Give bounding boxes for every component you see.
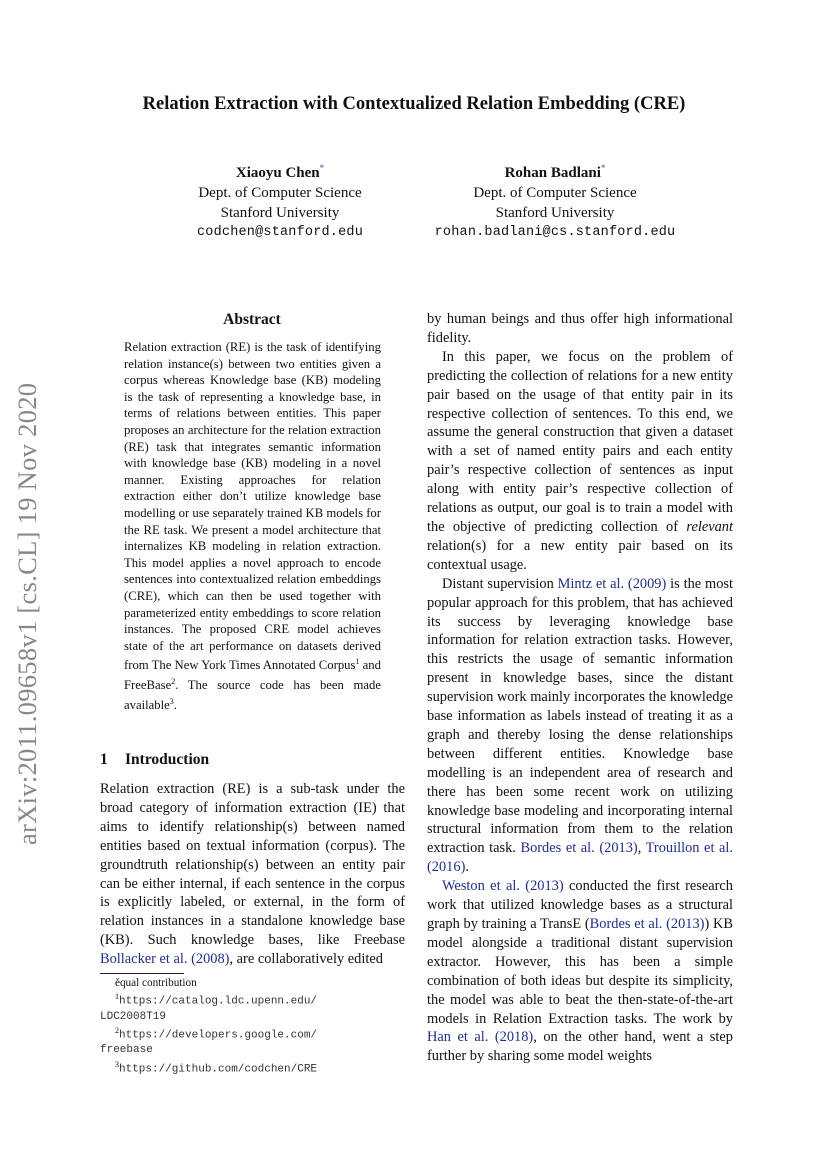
citation-link[interactable]: Bordes et al. (2013) [589, 916, 705, 932]
footnote-mark: 2 [115, 1025, 119, 1035]
footnote-1 [100, 990, 400, 1009]
citation-link[interactable]: Bollacker et al. (2008) [100, 951, 230, 968]
paragraph-text: , on the other hand, went a step further by sharing some model weights [427, 1029, 733, 1065]
footnote-url[interactable]: https://github.com/codchen/CRE [119, 1063, 318, 1076]
paragraph-text: Relation extraction (RE) is a sub-task under the broad category of information extraction (IE) that aims to identify relationship(s) between named entities based on textual information (corpus). The groundtruth relationship(s) between an entity pair can be either internal, if each sentence in the corpus is explicitly labeled, or external, in the form of relation instances in a standalone knowledge base (KB). Such knowledge bases, like Freebase [100, 781, 405, 949]
footnote-url[interactable]: https://developers.google.com/ [119, 1029, 318, 1042]
citation-link[interactable]: Weston et al. (2013) [442, 878, 564, 895]
paragraph-text: is the most popular approach for this problem, that has achieved its success by leveraging knowledge base information for relation extraction tasks. However, this restricts the usage of semantic information present in knowledge bases, since the distant supervision work mainly incorporates the knowledge base information as labels instead of treating it as a graph and thereby losing the dense relationships between different entities. Knowledge base modelling is an independent area of research and there has been some recent work on utilizing knowledge base modeling and incorporating internal structural information from them to the relation extraction task. [427, 575, 733, 857]
abstract-text: Relation extraction (RE) is the task of identifying relation instance(s) between two entities given a corpus whereas Knowledge base (KB) modeling is the task of representing a knowledge base, in terms of relations between entities. This paper proposes an architecture for the relation extraction (RE) task that integrates semantic information with knowledge base (KB) modeling in a novel manner. Existing approaches for relation extraction either don’t utilize knowledge base modelling or use separately trained KB models for the RE task. We present a model architecture that internalizes KB modeling in relation extraction. This model applies a novel approach to encode sentences into contextualized relation embeddings (CRE), which can then be used together with parameterized entity embeddings to score relation instances. The proposed CRE model achieves state of the art performance on datasets derived from The New York Times Annotated Corpus [124, 340, 381, 673]
emphasis: relevant [686, 518, 733, 535]
footnote-ref[interactable]: 3 [169, 696, 174, 706]
equal-contribution-mark: * [319, 163, 325, 173]
author-name: Rohan Badlani [504, 165, 601, 181]
footnote-url-cont[interactable]: freebase [100, 1044, 153, 1057]
paragraph-text: conducted the first research work that utilized knowledge bases as a structural graph by training a TransE ( [427, 878, 733, 932]
author-block-1 [130, 158, 430, 243]
equal-contribution-mark: * [600, 163, 606, 173]
footnotes [100, 976, 400, 1077]
footnote-3 [100, 1058, 400, 1077]
abstract-text: and FreeBase [124, 658, 381, 693]
paragraph [100, 780, 405, 969]
author-dept: Dept. of Computer Science [198, 185, 362, 201]
author-email[interactable]: rohan.badlani@cs.stanford.edu [434, 225, 676, 240]
footnote-mark: 3 [115, 1059, 119, 1069]
author-university: Stanford University [495, 205, 615, 221]
footnote-url-cont[interactable]: LDC2008T19 [100, 1010, 167, 1023]
author-dept: Dept. of Computer Science [473, 185, 637, 201]
footnote-ref[interactable]: 1 [355, 657, 360, 667]
paragraph-text: . [465, 859, 469, 876]
paragraph-text: , are collaboratively edited [229, 951, 383, 968]
paragraph: by human beings and thus offer high informational fidelity. [427, 311, 733, 346]
section-heading [100, 751, 209, 769]
paragraph [427, 348, 733, 575]
intro-left-column [100, 780, 405, 969]
right-column [427, 310, 733, 1066]
paragraph-text: , [637, 840, 646, 857]
abstract-body [124, 339, 381, 714]
footnote-divider [100, 973, 184, 974]
footnote-equal-contribution: ěqual contribution [115, 977, 197, 989]
citation-link[interactable]: Bordes et al. (2013) [520, 840, 638, 857]
footnote-mark: 1 [115, 992, 119, 1002]
author-university: Stanford University [220, 205, 340, 221]
section-number: 1 [100, 751, 108, 768]
abstract-text: . [173, 698, 177, 713]
paragraph-text: Distant supervision [442, 575, 558, 592]
citation-link[interactable]: Han et al. (2018) [427, 1029, 534, 1046]
paragraph-text: relation(s) for a new entity pair based on its contextual usage. [427, 537, 733, 573]
author-email[interactable]: codchen@stanford.edu [196, 225, 364, 240]
citation-link[interactable]: Trouillon et al. (2016) [427, 840, 733, 876]
footnote-url[interactable]: https://catalog.ldc.upenn.edu/ [119, 996, 318, 1009]
paragraph [427, 575, 733, 878]
paragraph-text: ) KB model alongside a traditional distant supervision extractor. However, this has been a simple combination of both ideas but despite its simplicity, the model was able to beat the then-state-of-the-art models in Relation Extraction tasks. The work by [427, 916, 733, 1027]
footnote-2 [100, 1024, 400, 1043]
abstract-text: . The source code has been made available [124, 678, 381, 713]
paragraph [427, 877, 733, 1066]
footnote-ref[interactable]: 2 [171, 677, 176, 687]
abstract-heading: Abstract [223, 311, 281, 328]
paper-title: Relation Extraction with Contextualized Relation Embedding (CRE) [142, 94, 686, 114]
paragraph-text: In this paper, we focus on the problem of predicting the collection of relations for a new entity pair based on the usage of that entity pair in its respective collection of sentences. To this end, we assume the general construction that given a dataset with a set of named entity pairs and each entity pair’s respective collection of sentences as input along with entity pair’s respective collection of relations as output, our goal is to train a model with the objective of predicting collection of [427, 348, 733, 535]
arxiv-identifier: arXiv:2011.09658v1 [cs.CL] 19 Nov 2020 [12, 382, 42, 845]
author-block-2 [400, 158, 710, 243]
citation-link[interactable]: Mintz et al. (2009) [557, 575, 667, 592]
section-title: Introduction [125, 751, 210, 768]
author-name: Xiaoyu Chen [235, 165, 320, 181]
